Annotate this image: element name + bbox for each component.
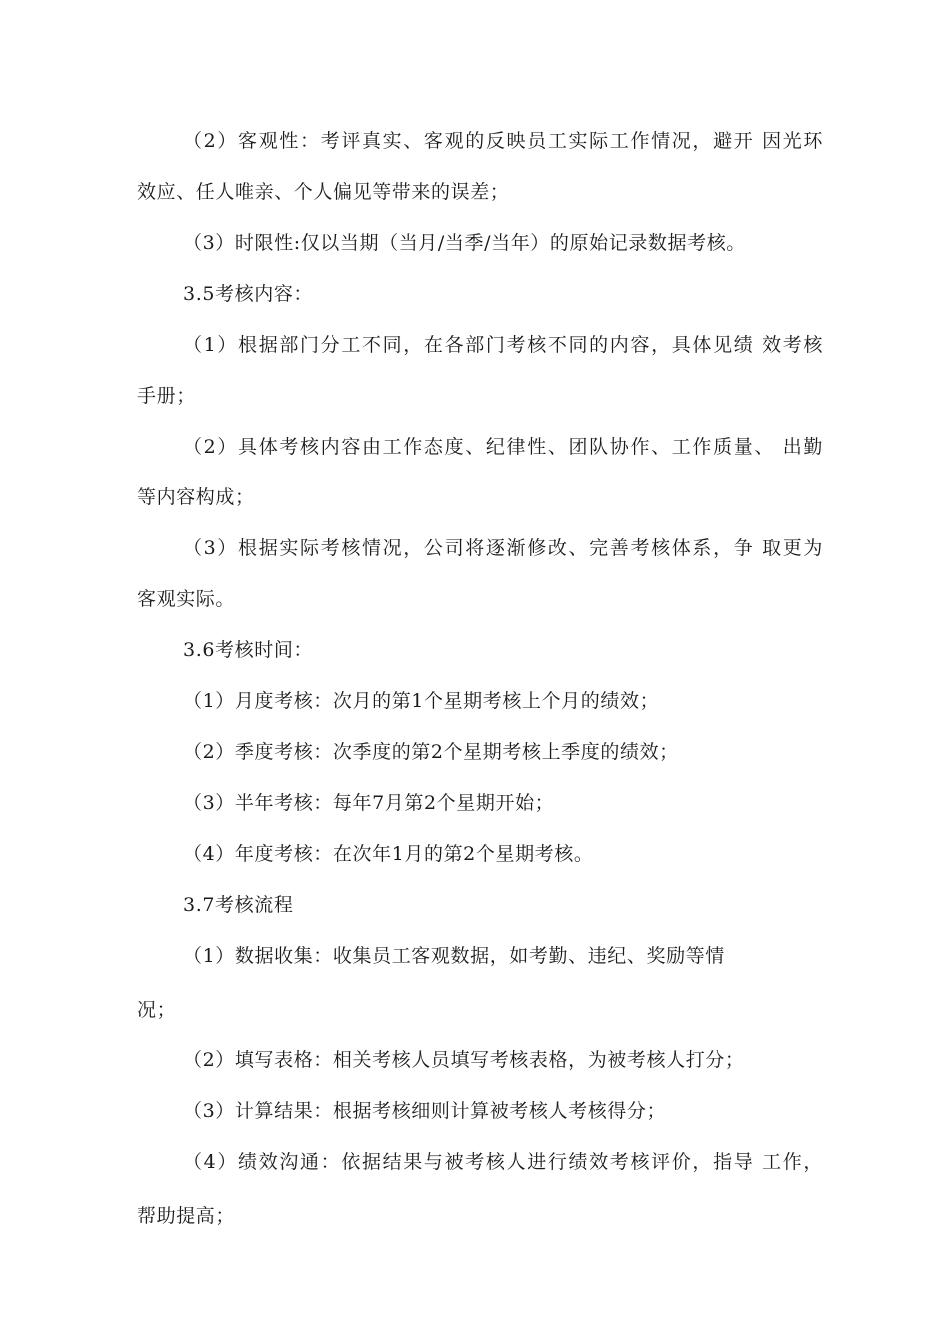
- paragraph-line: 帮助提高；: [137, 1205, 236, 1227]
- section-heading: 3.6考核时间：: [183, 639, 314, 661]
- paragraph-line: （2）具体考核内容由工作态度、纪律性、团队协作、工作质量、 出勤: [183, 436, 823, 458]
- paragraph-line: 客观实际。: [137, 588, 236, 610]
- paragraph-line: 效应、任人唯亲、个人偏见等带来的误差；: [137, 181, 510, 203]
- section-heading: 3.7考核流程: [183, 894, 294, 916]
- paragraph-line: （1）月度考核：次月的第1个星期考核上个月的绩效；: [183, 690, 660, 712]
- paragraph-line: （4）绩效沟通：依据结果与被考核人进行绩效考核评价，指导 工作，: [183, 1151, 823, 1173]
- paragraph-line: （3）时限性:仅以当期（当月/当季/当年）的原始记录数据考核。: [183, 232, 746, 254]
- paragraph-line: （3）半年考核：每年7月第2个星期开始；: [183, 792, 555, 814]
- paragraph-line: （3）根据实际考核情况，公司将逐渐修改、完善考核体系，争 取更为: [183, 537, 823, 559]
- paragraph-line: （3）计算结果：根据考核细则计算被考核人考核得分；: [183, 1100, 667, 1122]
- paragraph-line: 手册；: [137, 385, 196, 407]
- paragraph-line: （2）填写表格：相关考核人员填写考核表格，为被考核人打分；: [183, 1049, 745, 1071]
- paragraph-line: 况；: [137, 999, 177, 1021]
- paragraph-line: 等内容构成；: [137, 486, 255, 508]
- paragraph-line: （2）季度考核：次季度的第2个星期考核上季度的绩效；: [183, 741, 679, 763]
- paragraph-line: （4）年度考核：在次年1月的第2个星期考核。: [183, 843, 594, 865]
- paragraph-line: （2）客观性：考评真实、客观的反映员工实际工作情况，避开 因光环: [183, 130, 823, 152]
- section-heading: 3.5考核内容：: [183, 283, 314, 305]
- paragraph-line: （1）数据收集：收集员工客观数据，如考勤、违纪、奖励等情: [183, 945, 725, 967]
- paragraph-line: （1）根据部门分工不同，在各部门考核不同的内容，具体见绩 效考核: [183, 334, 823, 356]
